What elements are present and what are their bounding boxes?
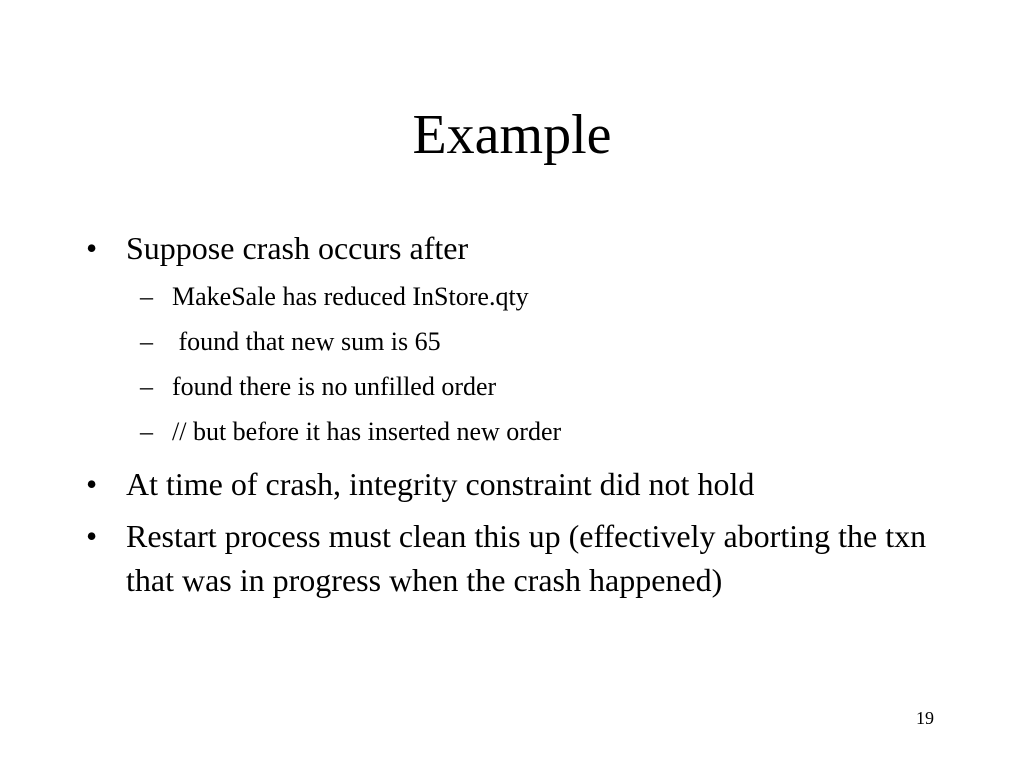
bullet-item-1 xyxy=(86,226,956,270)
sub-bullet-text-1: MakeSale has reduced InStore.qty xyxy=(172,282,529,311)
bullet-text-2: At time of crash, integrity constraint did not hold xyxy=(126,466,755,502)
dash-icon: – xyxy=(140,282,153,311)
slide-title: Example xyxy=(412,104,612,166)
bullet-icon: • xyxy=(86,518,98,554)
bullet-icon: • xyxy=(86,230,98,266)
sub-bullet-item-3 xyxy=(86,364,956,409)
bullet-item-2 xyxy=(86,462,956,506)
bullet-text-3: Restart process must clean this up (effectively aborting the txn that was in progress when the crash happened) xyxy=(126,518,927,598)
sub-bullet-item-2 xyxy=(86,319,956,364)
sub-bullet-text-3: found there is no unfilled order xyxy=(172,372,497,401)
dash-icon: – xyxy=(140,327,153,356)
dash-icon: – xyxy=(140,417,153,446)
sub-bullet-item-1 xyxy=(86,274,956,319)
sub-bullet-text-2: found that new sum is 65 xyxy=(172,327,441,356)
sub-bullet-text-4: // but before it has inserted new order xyxy=(172,417,562,446)
sub-bullet-item-4 xyxy=(86,409,956,454)
bullet-icon: • xyxy=(86,466,98,502)
page-number: 19 xyxy=(916,708,934,728)
bullet-text-1: Suppose crash occurs after xyxy=(126,230,469,266)
slide-body xyxy=(86,226,956,602)
bullet-item-3 xyxy=(86,514,956,602)
dash-icon: – xyxy=(140,372,153,401)
